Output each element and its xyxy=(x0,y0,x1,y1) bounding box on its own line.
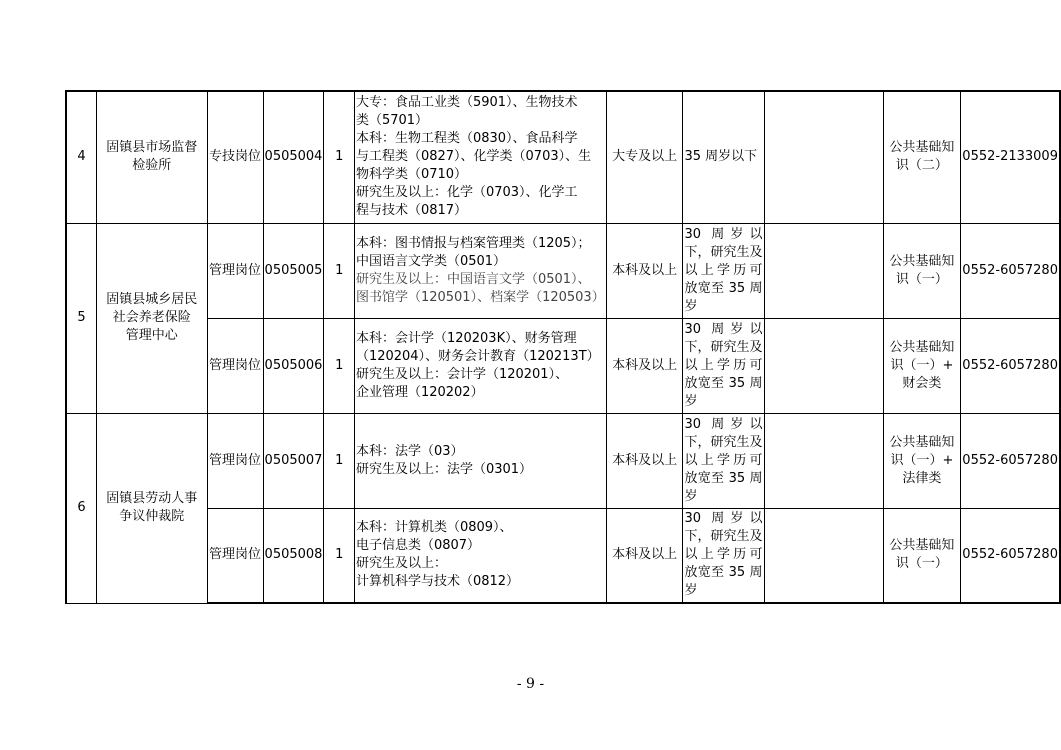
contact-phone: 0552-6057280 xyxy=(961,223,1060,318)
other-requirements xyxy=(764,508,883,603)
hiring-unit: 固镇县城乡居民 社会养老保险 管理中心 xyxy=(97,223,208,413)
hire-count: 1 xyxy=(324,91,355,223)
other-requirements xyxy=(764,91,883,223)
post-type: 管理岗位 xyxy=(207,413,263,508)
age-requirement: 30 周岁以 下，研究生及 以上学历可 放宽至 35 周 岁 xyxy=(683,223,764,318)
major-requirements: 本科：法学（03） 研究生及以上：法学（0301） xyxy=(354,413,606,508)
post-type: 管理岗位 xyxy=(207,223,263,318)
post-code: 0505006 xyxy=(263,318,324,413)
exam-subject: 公共基础知 识（二） xyxy=(883,91,961,223)
major-requirements: 本科：图书情报与档案管理类（1205）； 中国语言文学类（0501） 研究生及以上：中国语言文学（0501）、 图书馆学（120501）、档案学（120503） xyxy=(354,223,606,318)
table-row xyxy=(66,91,1060,223)
hire-count: 1 xyxy=(324,413,355,508)
major-requirements: 大专：食品工业类（5901）、生物技术 类（5701） 本科：生物工程类（0830）、食品科学 与工程类（0827）、化学类（0703）、生 物科学类（0710） 研究生及以上：化学（0703）、化学工 程与技术（0817） xyxy=(354,91,606,223)
other-requirements xyxy=(764,318,883,413)
exam-subject: 公共基础知 识（一）+ 法律类 xyxy=(883,413,961,508)
education-requirement: 本科及以上 xyxy=(606,508,683,603)
age-requirement: 30 周岁以 下，研究生及 以上学历可 放宽至 35 周 岁 xyxy=(683,318,764,413)
education-requirement: 大专及以上 xyxy=(606,91,683,223)
exam-subject: 公共基础知 识（一）+ 财会类 xyxy=(883,318,961,413)
page-number: - 9 - xyxy=(516,676,545,692)
post-code: 0505005 xyxy=(263,223,324,318)
row-number: 4 xyxy=(66,91,97,223)
education-requirement: 本科及以上 xyxy=(606,318,683,413)
hire-count: 1 xyxy=(324,508,355,603)
post-type: 管理岗位 xyxy=(207,508,263,603)
table-row xyxy=(66,508,1060,603)
post-type: 专技岗位 xyxy=(207,91,263,223)
row-number: 6 xyxy=(66,413,97,603)
education-requirement: 本科及以上 xyxy=(606,413,683,508)
table-row xyxy=(66,318,1060,413)
contact-phone: 0552-2133009 xyxy=(961,91,1060,223)
exam-subject: 公共基础知 识（一） xyxy=(883,223,961,318)
contact-phone: 0552-6057280 xyxy=(961,508,1060,603)
other-requirements xyxy=(764,413,883,508)
major-requirements: 本科：计算机类（0809）、 电子信息类（0807） 研究生及以上： 计算机科学与技术（0812） xyxy=(354,508,606,603)
contact-phone: 0552-6057280 xyxy=(961,413,1060,508)
hire-count: 1 xyxy=(324,318,355,413)
post-code: 0505004 xyxy=(263,91,324,223)
hiring-unit: 固镇县市场监督 检验所 xyxy=(97,91,208,223)
age-requirement: 30 周岁以 下，研究生及 以上学历可 放宽至 35 周 岁 xyxy=(683,508,764,603)
hire-count: 1 xyxy=(324,223,355,318)
other-requirements xyxy=(764,223,883,318)
age-requirement: 35 周岁以下 xyxy=(683,91,764,223)
table-row xyxy=(66,223,1060,318)
post-type: 管理岗位 xyxy=(207,318,263,413)
post-code: 0505008 xyxy=(263,508,324,603)
table-row xyxy=(66,413,1060,508)
post-code: 0505007 xyxy=(263,413,324,508)
major-requirements: 本科：会计学（120203K）、财务管理 （120204）、财务会计教育（120213T） 研究生及以上：会计学（120201）、 企业管理（120202） xyxy=(354,318,606,413)
hiring-unit: 固镇县劳动人事 争议仲裁院 xyxy=(97,413,208,603)
row-number: 5 xyxy=(66,223,97,413)
contact-phone: 0552-6057280 xyxy=(961,318,1060,413)
exam-subject: 公共基础知 识（一） xyxy=(883,508,961,603)
age-requirement: 30 周岁以 下，研究生及 以上学历可 放宽至 35 周 岁 xyxy=(683,413,764,508)
recruitment-table xyxy=(65,90,1061,604)
education-requirement: 本科及以上 xyxy=(606,223,683,318)
